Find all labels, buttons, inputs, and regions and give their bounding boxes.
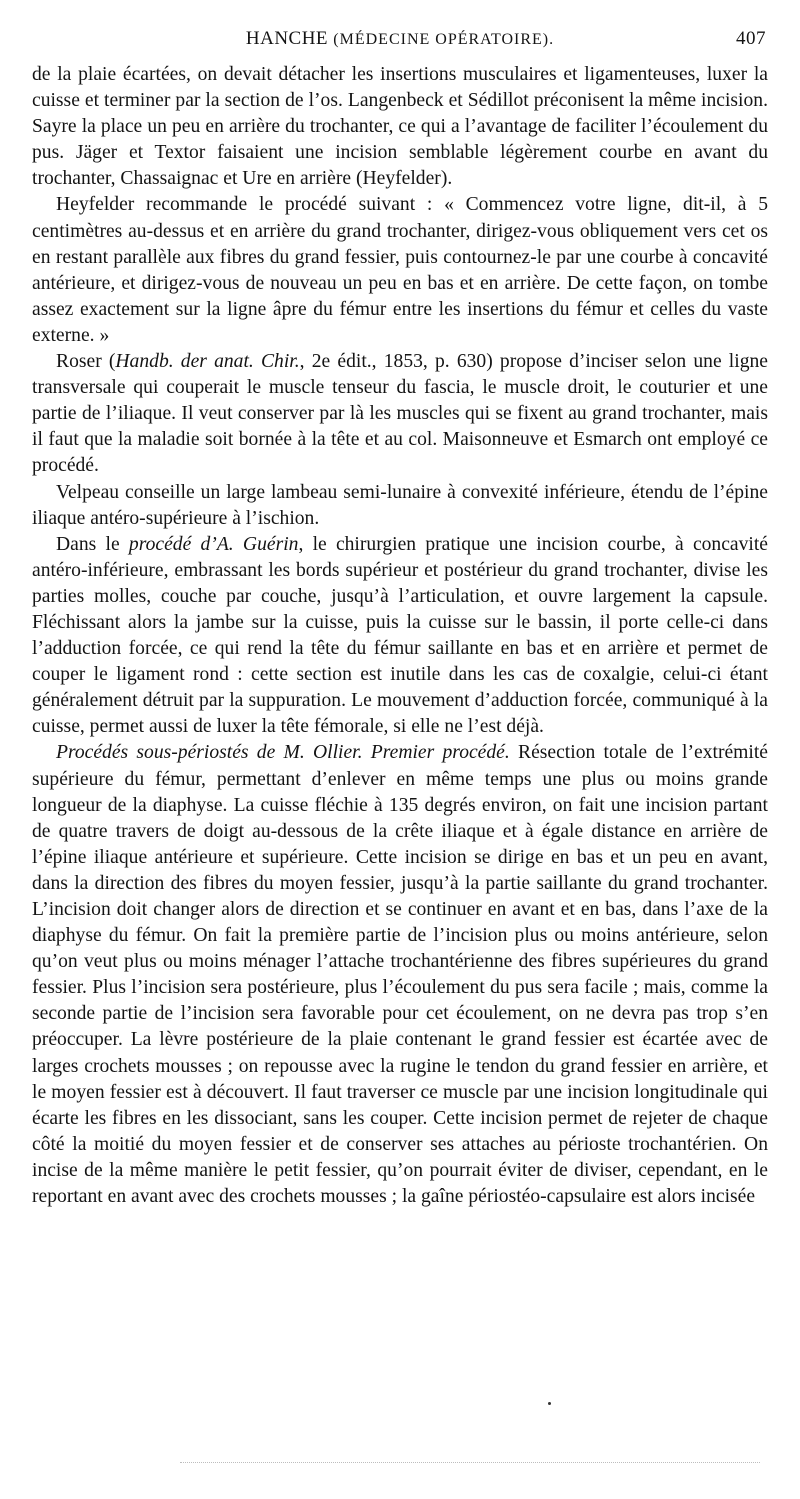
running-title-line <box>32 28 768 50</box>
body-text <box>32 62 768 1210</box>
print-speck <box>548 1402 551 1405</box>
paragraph <box>32 480 768 532</box>
paragraph <box>32 349 768 479</box>
italic-text: Procédés sous-périostés de M. Ollier. Premier procédé. <box>56 742 510 764</box>
text-run: , le chirurgien pratique une incision courbe, à concavité antéro-inférieure, embrassant les bords supérieur et postérieur du grand trochanter, divise les parties molles, couche par couche, jusqu’à l’articulation, et ouvre largement la capsule. Fléchissant alors la jambe sur la cuisse, puis la cuisse sur le bassin, il porte celle-ci dans l’adduction forcée, ce qui rend la tête du fémur saillante en bas et en arrière et permet de couper le ligament rond : cette section est inutile dans les cas de coxalgie, celui-ci étant généralement détruit par la suppuration. Le mouvement d’adduction forcée, communiqué à la cuisse, permet aussi de luxer la tête fémorale, si elle ne l’est déjà. <box>32 533 769 738</box>
italic-text: Handb. der anat. Chir. <box>115 351 300 373</box>
text-run: Résection totale de l’extrémité supérieure du fémur, permettant d’enlever en même temps une plus ou moins grande longueur de la diaphyse. La cuisse fléchie à 135 degrés environ, on fait une incision partant de quatre travers de doigt au-dessous de la crête iliaque et à égale distance en arrière de l’épine iliaque antérieure et supérieure. Cette incision se dirige en bas et un peu en avant, dans la direction des fibres du moyen fessier, jusqu’à la partie saillante du grand trochanter. L’incision doit changer alors de direction et se continuer en avant et en bas, dans l’axe de la diaphyse du fémur. On fait la première partie de l’incision plus ou moins antérieure, selon qu’on veut plus ou moins ménager l’attache trochantérienne des fibres supérieures du grand fessier. Plus l’incision sera postérieure, plus l’écoulement du pus sera facile ; mais, comme la seconde partie de l’incision sera favorable pour cet écoulement, on ne devra pas trop s’en préoccuper. La lèvre postérieure de la plaie contenant le grand fessier est écartée avec de larges crochets mousses ; on repousse avec la rugine le tendon du grand fessier en arrière, et le moyen fessier est à découvert. Il faut traverser ce muscle par une incision longitudinale qui écarte les fibres en les dissociant, sans les couper. Cette incision permet de rejeter de chaque côté la moitié du moyen fessier et de conserver ses attaches au périoste trochantérien. On incise de la même manière le petit fessier, qu’on pourrait éviter de diviser, cependant, en le reportant en avant avec des crochets mousses ; la gaîne périostéo-capsulaire est alors incisée <box>32 742 769 1208</box>
running-subtitle: (MÉDECINE OPÉRATOIRE). <box>333 31 555 48</box>
paragraph <box>32 62 768 192</box>
running-title: HANCHE <box>245 28 329 49</box>
paragraph <box>32 740 768 1210</box>
page-number: 407 <box>736 28 766 49</box>
text-run: , 2e édit., 1853, p. 630) propose d’inciser selon une ligne transversale qui couperait le muscle tenseur du fascia, le muscle droit, le couturier et une partie de l’iliaque. Il veut conserver par là les muscles qui se fixent au grand trochanter, mais il faut que la maladie soit bornée à la tête et au col. Maisonneuve et Esmarch ont employé ce procédé. <box>32 351 768 477</box>
text-run: de la plaie écartées, on devait détacher les insertions musculaires et ligamenteuses, luxer la cuisse et terminer par la section de l’os. Langenbeck et Sédillot préconisent la même incision. Sayre la place un peu en arrière du trochanter, ce qui a l’avantage de faciliter l’écoulement du pus. Jäger et Textor faisaient une incision semblable légèrement courbe en avant du trochanter, Chassaignac et Ure en arrière (Heyfelder). <box>32 64 768 190</box>
text-run: Heyfelder recommande le procédé suivant : « Commencez votre ligne, dit-il, à 5 centimètres au-dessus et en arrière du grand trochanter, dirigez-vous obliquement vers cet os en restant parallèle aux fibres du grand fessier, puis contournez-le par une courbe à concavité antérieure, et dirigez-vous de nouveau un peu en bas et en arrière. De cette façon, on tombe assez exactement sur la ligne âpre du fémur entre les insertions du fémur et celles du vaste externe. » <box>32 194 768 346</box>
bottom-margin-dotted-line <box>180 1462 760 1463</box>
book-page <box>32 28 768 1210</box>
paragraph <box>32 532 768 741</box>
running-header <box>32 28 768 56</box>
text-run: Dans le <box>56 533 129 555</box>
text-run: Velpeau conseille un large lambeau semi-lunaire à convexité inférieure, étendu de l’épine iliaque antéro-supérieure à l’ischion. <box>32 481 768 529</box>
paragraph <box>32 192 768 349</box>
text-run: Roser ( <box>56 351 116 373</box>
italic-text: procédé d’A. Guérin <box>128 533 299 555</box>
